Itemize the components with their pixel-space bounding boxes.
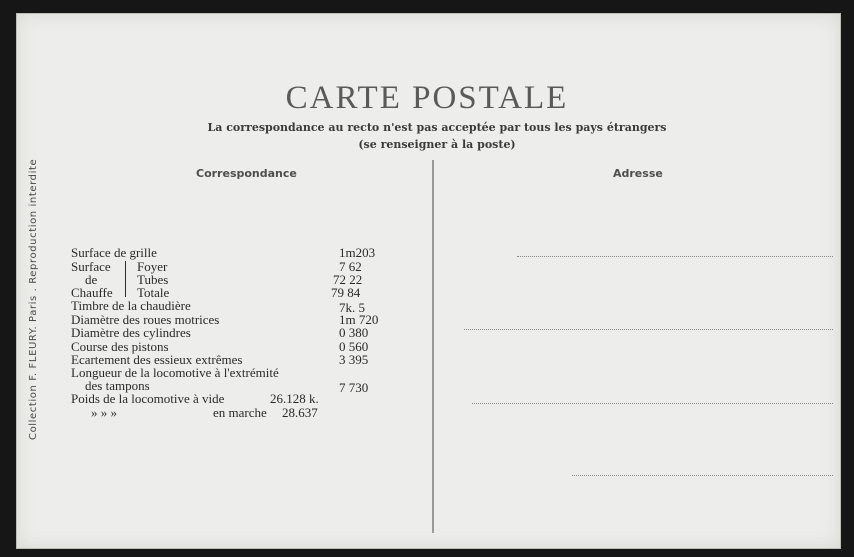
tubes-value: 72 22 <box>333 272 363 287</box>
longueur-line-1: Longueur de la locomotive à l'extrémité <box>71 365 279 380</box>
poids-vide-label: Poids de la locomotive à vide <box>71 391 225 406</box>
spec-label: Surface de grille <box>71 245 157 260</box>
poids-marche-label: en marche <box>213 405 267 420</box>
address-line-3 <box>472 403 833 404</box>
foyer-label: Foyer <box>137 259 168 274</box>
timbre-value: 7k. 5 <box>339 300 365 315</box>
totale-value: 79 84 <box>331 285 361 300</box>
subtitle-line-2: (se renseigner à la poste) <box>358 138 516 151</box>
ecartement-label: Ecartement des essieux extrêmes <box>71 352 243 367</box>
tubes-label: Tubes <box>137 272 169 287</box>
subtitle-line-1: La correspondance au recto n'est pas acceptée par tous les pays étrangers <box>207 121 667 134</box>
address-line-2 <box>464 329 833 330</box>
address-line-4 <box>572 475 833 476</box>
chauffe-label: Chauffe <box>71 285 113 300</box>
course-label: Course des pistons <box>71 339 169 354</box>
roues-value: 1m 720 <box>339 312 379 327</box>
totale-label: Totale <box>137 285 170 300</box>
foyer-value: 7 62 <box>339 259 362 274</box>
address-line-1 <box>517 256 833 257</box>
longueur-line-2: des tampons <box>85 378 150 393</box>
correspondance-heading: Correspondance <box>196 167 297 180</box>
adresse-heading: Adresse <box>613 167 663 180</box>
de-label: de <box>85 272 98 287</box>
poids-marche-value: 28.637 <box>282 405 318 420</box>
cylindres-value: 0 380 <box>339 325 369 340</box>
ditto-marks: » » » <box>91 405 117 420</box>
poids-vide-value: 26.128 k. <box>270 391 319 406</box>
brace-divider <box>125 261 126 297</box>
cylindres-label: Diamètre des cylindres <box>71 325 191 340</box>
spec-value: 1m203 <box>339 245 376 260</box>
surface-label: Surface <box>71 259 111 274</box>
publisher-credit: Collection F. FLEURY. Paris . Reproduction interdite <box>28 158 39 440</box>
roues-label: Diamètre des roues motrices <box>71 312 220 327</box>
timbre-label: Timbre de la chaudière <box>71 298 191 313</box>
center-divider <box>432 160 434 533</box>
course-value: 0 560 <box>339 339 369 354</box>
ecartement-value: 3 395 <box>339 352 369 367</box>
longueur-value: 7 730 <box>339 380 369 395</box>
card-title: CARTE POSTALE <box>285 80 569 116</box>
